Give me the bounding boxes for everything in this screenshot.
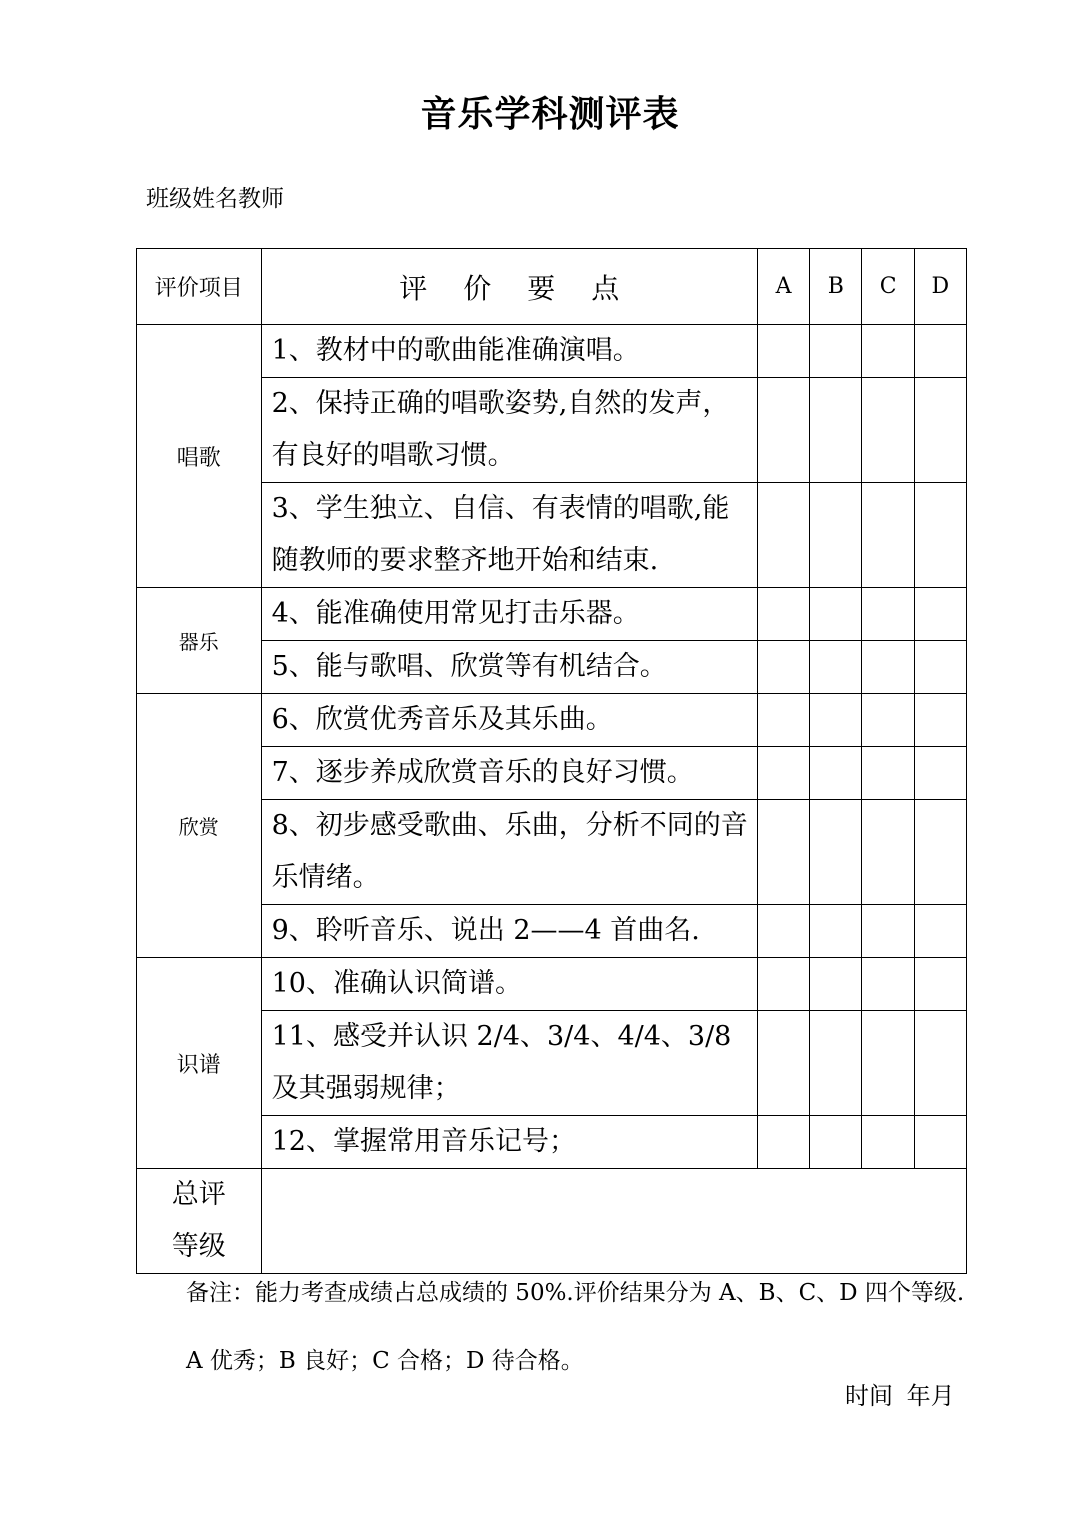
item-4: 4、能准确使用常见打击乐器。 [261,588,757,641]
grade-cell[interactable] [914,378,966,483]
grade-cell[interactable] [757,641,809,694]
grade-cell[interactable] [914,483,966,588]
grade-cell[interactable] [862,800,914,905]
table-row [137,694,967,747]
item-9: 9、聆听音乐、说出 2——4 首曲名. [261,905,757,958]
table-row [137,588,967,641]
footer-date: 时间 年月 [845,1382,955,1410]
grade-cell[interactable] [757,747,809,800]
item-3: 3、学生独立、自信、有表情的唱歌,能随教师的要求整齐地开始和结束. [261,483,757,588]
grade-cell[interactable] [757,800,809,905]
item-6: 6、欣赏优秀音乐及其乐曲。 [261,694,757,747]
grade-cell[interactable] [914,1116,966,1169]
header-grade-d: D [914,249,966,325]
grade-cell[interactable] [757,378,809,483]
item-10: 10、准确认识简谱。 [261,958,757,1011]
header-points: 评价要点 [261,249,757,325]
category-notation: 识谱 [137,958,262,1169]
table-row [137,1011,967,1116]
grade-cell[interactable] [914,588,966,641]
grade-cell[interactable] [862,747,914,800]
item-8: 8、初步感受歌曲、乐曲，分析不同的音乐情绪。 [261,800,757,905]
category-singing: 唱歌 [137,325,262,588]
grade-cell[interactable] [914,905,966,958]
grade-cell[interactable] [810,694,862,747]
grade-cell[interactable] [914,694,966,747]
grade-cell[interactable] [862,483,914,588]
grade-cell[interactable] [862,1011,914,1116]
grade-cell[interactable] [862,694,914,747]
table-row [137,958,967,1011]
item-2: 2、保持正确的唱歌姿势,自然的发声，有良好的唱歌习惯。 [261,378,757,483]
grade-cell[interactable] [757,1011,809,1116]
grade-cell[interactable] [810,325,862,378]
grade-cell[interactable] [810,1116,862,1169]
table-header-row [137,249,967,325]
grade-cell[interactable] [757,694,809,747]
table-row [137,378,967,483]
grade-cell[interactable] [757,483,809,588]
note-line-1: 备注：能力考查成绩占总成绩的 50%.评价结果分为 A、B、C、D 四个等级. [186,1280,965,1306]
table-row [137,641,967,694]
category-appreciation: 欣赏 [137,694,262,958]
table-row [137,905,967,958]
grade-cell[interactable] [757,588,809,641]
grade-cell[interactable] [862,641,914,694]
grade-cell[interactable] [757,958,809,1011]
header-grade-a: A [757,249,809,325]
grade-cell[interactable] [862,588,914,641]
summary-value-cell[interactable] [261,1169,966,1274]
evaluation-table [136,248,967,1274]
grade-cell[interactable] [810,800,862,905]
page-title: 音乐学科测评表 [420,93,680,135]
header-category: 评价项目 [137,249,262,325]
table-row [137,1116,967,1169]
category-instruments: 器乐 [137,588,262,694]
grade-cell[interactable] [862,1116,914,1169]
item-11: 11、感受并认识 2/4、3/4、4/4、3/8及其强弱规律； [261,1011,757,1116]
grade-cell[interactable] [810,378,862,483]
grade-cell[interactable] [914,958,966,1011]
grade-cell[interactable] [810,483,862,588]
grade-cell[interactable] [862,378,914,483]
grade-cell[interactable] [757,325,809,378]
summary-row [137,1169,967,1274]
grade-cell[interactable] [862,325,914,378]
grade-cell[interactable] [862,958,914,1011]
header-grade-b: B [810,249,862,325]
grade-cell[interactable] [862,905,914,958]
grade-cell[interactable] [757,1116,809,1169]
table-row [137,800,967,905]
grade-cell[interactable] [810,641,862,694]
table-row [137,747,967,800]
summary-label: 总评等级 [137,1169,262,1274]
grade-cell[interactable] [810,588,862,641]
item-12: 12、掌握常用音乐记号； [261,1116,757,1169]
grade-cell[interactable] [810,905,862,958]
grade-cell[interactable] [810,1011,862,1116]
grade-cell[interactable] [810,747,862,800]
header-grade-c: C [862,249,914,325]
item-1: 1、教材中的歌曲能准确演唱。 [261,325,757,378]
item-5: 5、能与歌唱、欣赏等有机结合。 [261,641,757,694]
grade-cell[interactable] [914,641,966,694]
grade-cell[interactable] [914,800,966,905]
note-line-2: A 优秀；B 良好；C 合格；D 待合格。 [186,1348,584,1374]
grade-cell[interactable] [914,1011,966,1116]
table-row [137,325,967,378]
class-name-teacher-line: 班级姓名教师 [146,186,284,212]
grade-cell[interactable] [810,958,862,1011]
grade-cell[interactable] [757,905,809,958]
table-row [137,483,967,588]
grade-cell[interactable] [914,325,966,378]
item-7: 7、逐步养成欣赏音乐的良好习惯。 [261,747,757,800]
grade-cell[interactable] [914,747,966,800]
